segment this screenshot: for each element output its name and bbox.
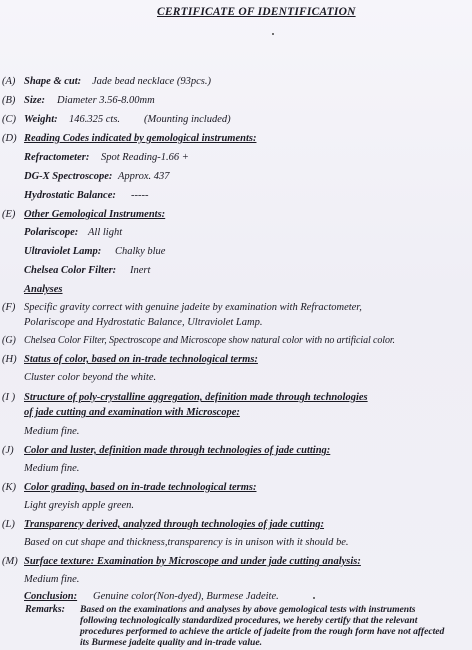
hydrostatic-key: Hydrostatic Balance: bbox=[24, 190, 116, 201]
status-color-heading: Status of color, based on in-trade technological terms: bbox=[24, 354, 258, 365]
refractometer-key: Refractometer: bbox=[24, 152, 90, 163]
spectroscope-value: Approx. 437 bbox=[118, 171, 170, 182]
surface-texture-value: Medium fine. bbox=[24, 574, 80, 585]
item-f-line2: Polariscope and Hydrostatic Balance, Ultraviolet Lamp. bbox=[24, 317, 263, 328]
conclusion-key: Conclusion: bbox=[24, 591, 78, 602]
item-k-label: (K) bbox=[2, 482, 16, 493]
weight-value: 146.325 cts. bbox=[69, 114, 121, 125]
chelsea-filter-key: Chelsea Color Filter: bbox=[24, 265, 117, 276]
size-value: Diameter 3.56-8.00mm bbox=[57, 95, 155, 106]
color-luster-value: Medium fine. bbox=[24, 463, 80, 474]
color-grading-value: Light greyish apple green. bbox=[24, 500, 135, 511]
item-d-label: (D) bbox=[2, 133, 17, 144]
transparency-heading: Transparency derived, analyzed through technologies of jade cutting: bbox=[24, 519, 325, 530]
uv-lamp-value: Chalky blue bbox=[115, 246, 166, 257]
refractometer-value: Spot Reading-1.66 + bbox=[101, 152, 189, 163]
item-i-label: (I ) bbox=[2, 392, 16, 403]
chelsea-filter-value: Inert bbox=[130, 265, 151, 276]
structure-heading-line1: Structure of poly-crystalline aggregation, definition made through technologies bbox=[24, 392, 368, 403]
remarks-key: Remarks: bbox=[25, 604, 65, 615]
item-f-line1: Specific gravity correct with genuine jadeite by examination with Refractometer, bbox=[24, 302, 362, 313]
item-m-label: (M) bbox=[2, 556, 18, 567]
weight-key: Weight: bbox=[24, 114, 58, 125]
item-c-label: (C) bbox=[2, 114, 16, 125]
status-color-value: Cluster color beyond the white. bbox=[24, 372, 157, 383]
spectroscope-key: DG-X Spectroscope: bbox=[24, 171, 113, 182]
speck bbox=[313, 597, 315, 599]
transparency-value: Based on cut shape and thickness,transparency is in unison with it should be. bbox=[24, 537, 349, 548]
certificate-title: CERTIFICATE OF IDENTIFICATION bbox=[157, 6, 356, 18]
polariscope-value: All light bbox=[88, 227, 123, 238]
hydrostatic-value: ----- bbox=[131, 190, 149, 201]
polariscope-key: Polariscope: bbox=[24, 227, 79, 238]
weight-note: (Mounting included) bbox=[144, 114, 231, 125]
item-l-label: (L) bbox=[2, 519, 15, 530]
item-h-label: (H) bbox=[2, 354, 17, 365]
size-key: Size: bbox=[24, 95, 45, 106]
color-grading-heading: Color grading, based on in-trade technological terms: bbox=[24, 482, 257, 493]
shape-cut-key: Shape & cut: bbox=[24, 76, 82, 87]
item-a-label: (A) bbox=[2, 76, 16, 87]
item-g-text: Chelsea Color Filter, Spectroscope and Microscope show natural color with no artificial color. bbox=[24, 335, 395, 346]
item-f-label: (F) bbox=[2, 302, 16, 313]
item-e-label: (E) bbox=[2, 209, 16, 220]
structure-value: Medium fine. bbox=[24, 426, 80, 437]
remarks-text: Based on the examinations and analyses by above gemological tests with instruments following technologically standardized procedures, we hereby certify that the relevant procedures performed to achieve the article of jadeite from the rough form have not affected its Burmese jadeite quality and in-trade value. bbox=[80, 604, 445, 648]
item-g-label: (G) bbox=[2, 335, 16, 346]
item-b-label: (B) bbox=[2, 95, 16, 106]
structure-heading-line2: of jade cutting and examination with Microscope: bbox=[24, 407, 240, 418]
other-instruments-heading: Other Gemological Instruments: bbox=[24, 209, 166, 220]
speck bbox=[272, 33, 274, 35]
shape-cut-value: Jade bead necklace (93pcs.) bbox=[92, 76, 211, 87]
uv-lamp-key: Ultraviolet Lamp: bbox=[24, 246, 102, 257]
item-j-label: (J) bbox=[2, 445, 14, 456]
reading-codes-heading: Reading Codes indicated by gemological instruments: bbox=[24, 133, 257, 144]
surface-texture-heading: Surface texture: Examination by Microscope and under jade cutting analysis: bbox=[24, 556, 361, 567]
conclusion-value: Genuine color(Non-dyed), Burmese Jadeite. bbox=[93, 591, 279, 602]
analyses-heading: Analyses bbox=[24, 284, 63, 295]
color-luster-heading: Color and luster, definition made through technologies of jade cutting: bbox=[24, 445, 331, 456]
